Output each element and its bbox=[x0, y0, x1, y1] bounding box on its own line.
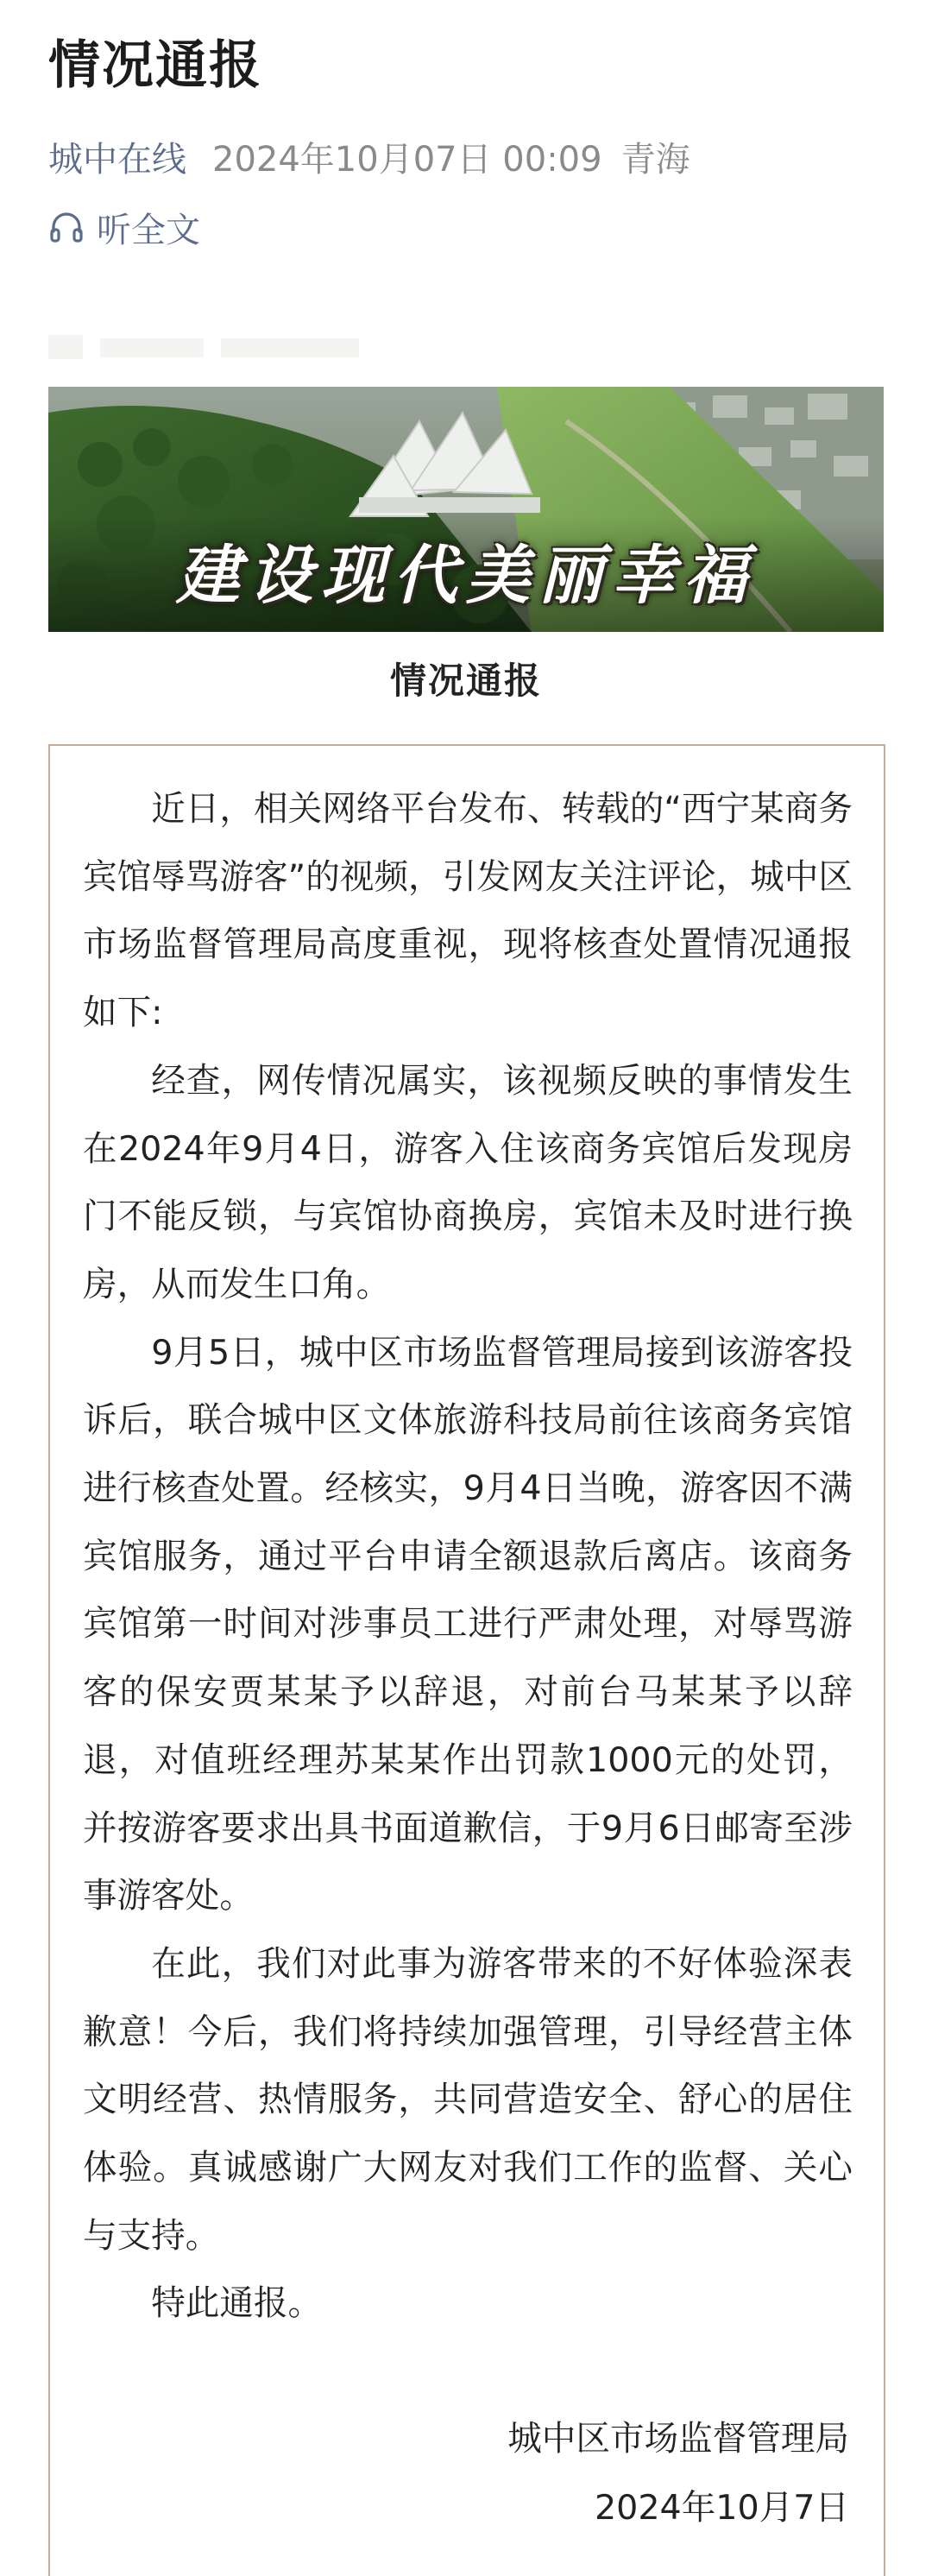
notice-heading: 情况通报 bbox=[389, 660, 542, 702]
notice-paragraph: 在此，我们对此事为游客带来的不好体验深表歉意！今后，我们将持续加强管理，引导经营主体文明经营、热情服务，共同营造安全、舒心的居住体验。真诚感谢广大网友对我们工作的监督、关心与支持。 bbox=[83, 1943, 853, 2256]
signature-date: 2024年10月7日 bbox=[594, 2488, 849, 2528]
notice-paragraph: 近日，相关网络平台发布、转载的“西宁某商务宾馆辱骂游客”的视频，引发网友关注评论，城中区市场监督管理局高度重视，现将核查处置情况通报如下: bbox=[83, 789, 853, 1033]
notice-paragraph: 9月5日，城中区市场监督管理局接到该游客投诉后，联合城中区文体旅游科技局前往该商务宾馆进行核查处置。经核实，9月4日当晚，游客因不满宾馆服务，通过平台申请全额退款后离店。该商务宾馆第一时间对涉事员工进行严肃处理，对辱骂游客的保安贾某某予以辞退，对前台马某某予以辞退，对值班经理苏某某作出罚款1000元的处罚，并按游客要求出具书面道歉信，于9月6日邮寄至涉事游客处。 bbox=[83, 1332, 853, 1916]
publish-date: 2024年10月07日 00:09 bbox=[212, 139, 602, 180]
banner-caption: 建设现代美丽幸福 bbox=[176, 539, 756, 613]
banner-image bbox=[48, 387, 884, 632]
notice-paragraph: 特此通报。 bbox=[151, 2283, 323, 2324]
headphone-icon bbox=[48, 209, 85, 245]
publish-location: 青海 bbox=[620, 139, 690, 180]
notice-body bbox=[83, 775, 853, 2338]
listen-full-text-button[interactable] bbox=[48, 197, 200, 257]
faded-watermark-strip bbox=[48, 328, 411, 366]
source-account-link[interactable]: 城中在线 bbox=[48, 139, 186, 180]
article-meta bbox=[48, 126, 690, 186]
notice-paragraph: 经查，网传情况属实，该视频反映的事情发生在2024年9月4日，游客入住该商务宾馆后发现房门不能反锁，与宾馆协商换房，宾馆未及时进行换房，从而发生口角。 bbox=[83, 1060, 853, 1304]
signature-organization: 城中区市场监督管理局 bbox=[507, 2419, 849, 2459]
article-title: 情况通报 bbox=[48, 35, 262, 96]
listen-label: 听全文 bbox=[97, 210, 200, 250]
